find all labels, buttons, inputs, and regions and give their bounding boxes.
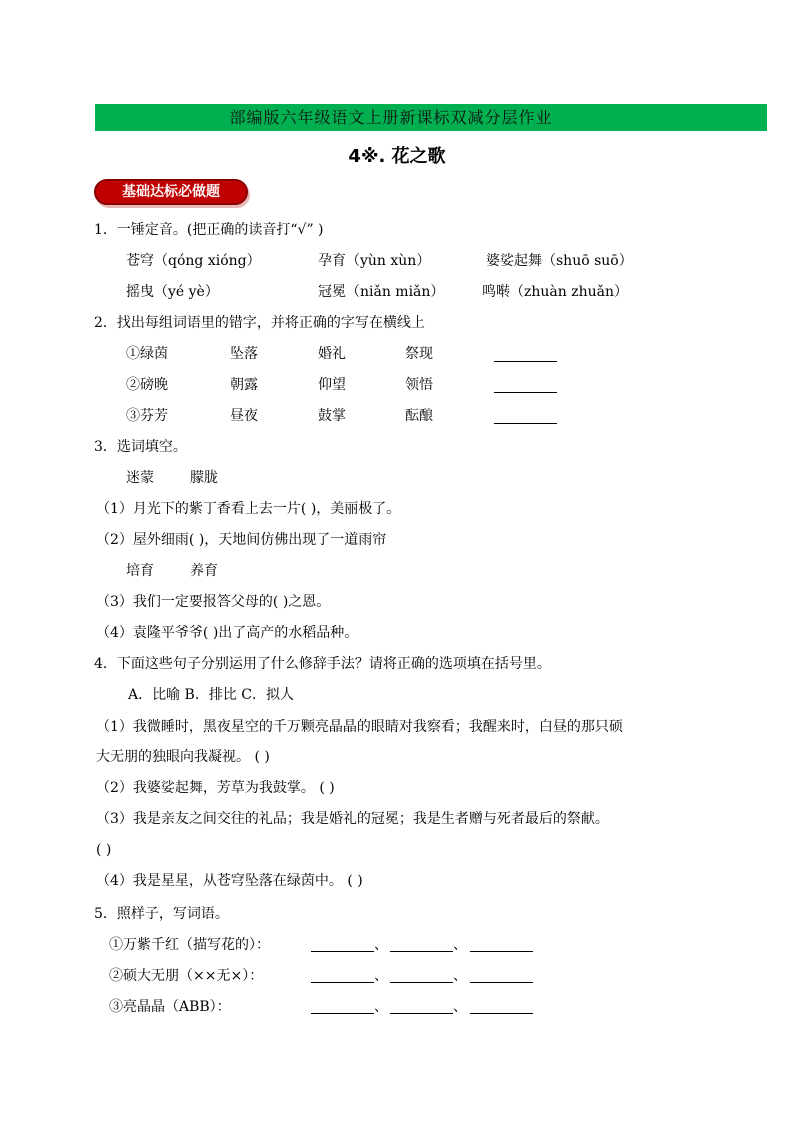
q1-item: 冠冕（niǎn miǎn） xyxy=(318,284,445,300)
q1-item: 摇曳（yé yè） xyxy=(126,284,219,300)
q2-answer-blank[interactable] xyxy=(494,423,557,424)
q4-sentence: （2）我婆娑起舞，芳草为我鼓掌。 ( ) xyxy=(96,780,335,796)
q4-stem: 4．下面这些句子分别运用了什么修辞手法？请将正确的选项填在括号里。 xyxy=(94,656,551,672)
q5-stem: 5．照样子，写词语。 xyxy=(94,906,229,922)
q5-separator: 、 xyxy=(374,999,388,1015)
q4-sentence: （1）我微睡时，黑夜星空的千万颗亮晶晶的眼睛对我察看；我醒来时，白昼的那只硕 xyxy=(96,719,623,735)
q5-answer-blank[interactable] xyxy=(470,1013,533,1014)
q4-choices: A．比喻 B．排比 C．拟人 xyxy=(128,687,295,703)
q3-sentence: （3）我们一定要报答父母的( )之恩。 xyxy=(96,594,331,610)
q3-option: 朦胧 xyxy=(190,470,218,486)
q2-answer-blank[interactable] xyxy=(494,361,557,362)
section-badge: 基础达标必做题 xyxy=(94,179,248,205)
q3-sentence: （2）屋外细雨( )，天地间仿佛出现了一道雨帘 xyxy=(96,532,387,548)
q3-option: 培育 xyxy=(126,563,154,579)
q4-sentence: 大无朋的独眼向我凝视。 ( ) xyxy=(96,749,270,765)
q1-item: 苍穹（qóng xióng） xyxy=(126,253,261,269)
q2-answer-blank[interactable] xyxy=(494,392,557,393)
banner-title: 部编版六年级语文上册新课标双减分层作业 xyxy=(229,108,553,127)
q2-word: ②磅晚 xyxy=(126,377,168,393)
q2-word: 鼓掌 xyxy=(318,408,346,424)
q3-option: 迷蒙 xyxy=(126,470,154,486)
lesson-title: 4※. 花之歌 xyxy=(348,146,446,167)
q5-separator: 、 xyxy=(374,937,388,953)
q2-word: 祭现 xyxy=(405,346,433,362)
q2-word: 朝露 xyxy=(230,377,258,393)
q2-word: 昼夜 xyxy=(230,408,258,424)
q5-separator: 、 xyxy=(453,999,467,1015)
q2-word: ①绿茵 xyxy=(126,346,168,362)
q5-separator: 、 xyxy=(374,968,388,984)
q2-word: 酝酿 xyxy=(405,408,433,424)
q5-separator: 、 xyxy=(453,968,467,984)
q3-sentence: （1）月光下的紫丁香看上去一片( )，美丽极了。 xyxy=(96,501,401,517)
q5-answer-blank[interactable] xyxy=(311,1013,374,1014)
q1-item: 婆娑起舞（shuō suō） xyxy=(486,253,633,269)
q5-separator: 、 xyxy=(453,937,467,953)
q5-answer-blank[interactable] xyxy=(390,1013,453,1014)
q5-answer-blank[interactable] xyxy=(311,951,374,952)
q5-prompt: ①万紫千红（描写花的）： xyxy=(109,937,270,953)
q2-stem: 2．找出每组词语里的错字，并将正确的字写在横线上 xyxy=(94,315,425,331)
q4-sentence: ( ) xyxy=(96,842,112,858)
q3-option: 养育 xyxy=(190,563,218,579)
q2-word: 婚礼 xyxy=(318,346,346,362)
q4-sentence: （3）我是亲友之间交往的礼品；我是婚礼的冠冕；我是生者赠与死者最后的祭献。 xyxy=(96,811,609,827)
q5-answer-blank[interactable] xyxy=(390,982,453,983)
q5-answer-blank[interactable] xyxy=(470,951,533,952)
q5-prompt: ③亮晶晶（ABB）： xyxy=(109,999,231,1015)
q2-word: 坠落 xyxy=(230,346,258,362)
q5-answer-blank[interactable] xyxy=(390,951,453,952)
q3-stem: 3．选词填空。 xyxy=(94,439,187,455)
q5-answer-blank[interactable] xyxy=(311,982,374,983)
q2-word: 领悟 xyxy=(405,377,433,393)
q4-sentence: （4）我是星星，从苍穹坠落在绿茵中。 ( ) xyxy=(96,873,363,889)
q5-prompt: ②硕大无朋（××无×）： xyxy=(109,968,264,984)
q3-sentence: （4）袁隆平爷爷( )出了高产的水稻品种。 xyxy=(96,625,359,641)
q5-answer-blank[interactable] xyxy=(470,982,533,983)
q1-item: 孕育（yùn xùn） xyxy=(318,253,431,269)
q2-word: 仰望 xyxy=(318,377,346,393)
q2-word: ③芬芳 xyxy=(126,408,168,424)
q1-stem: 1．一锤定音。(把正确的读音打“√” ) xyxy=(94,222,324,238)
q1-item: 鸣啭（zhuàn zhuǎn） xyxy=(482,284,628,300)
